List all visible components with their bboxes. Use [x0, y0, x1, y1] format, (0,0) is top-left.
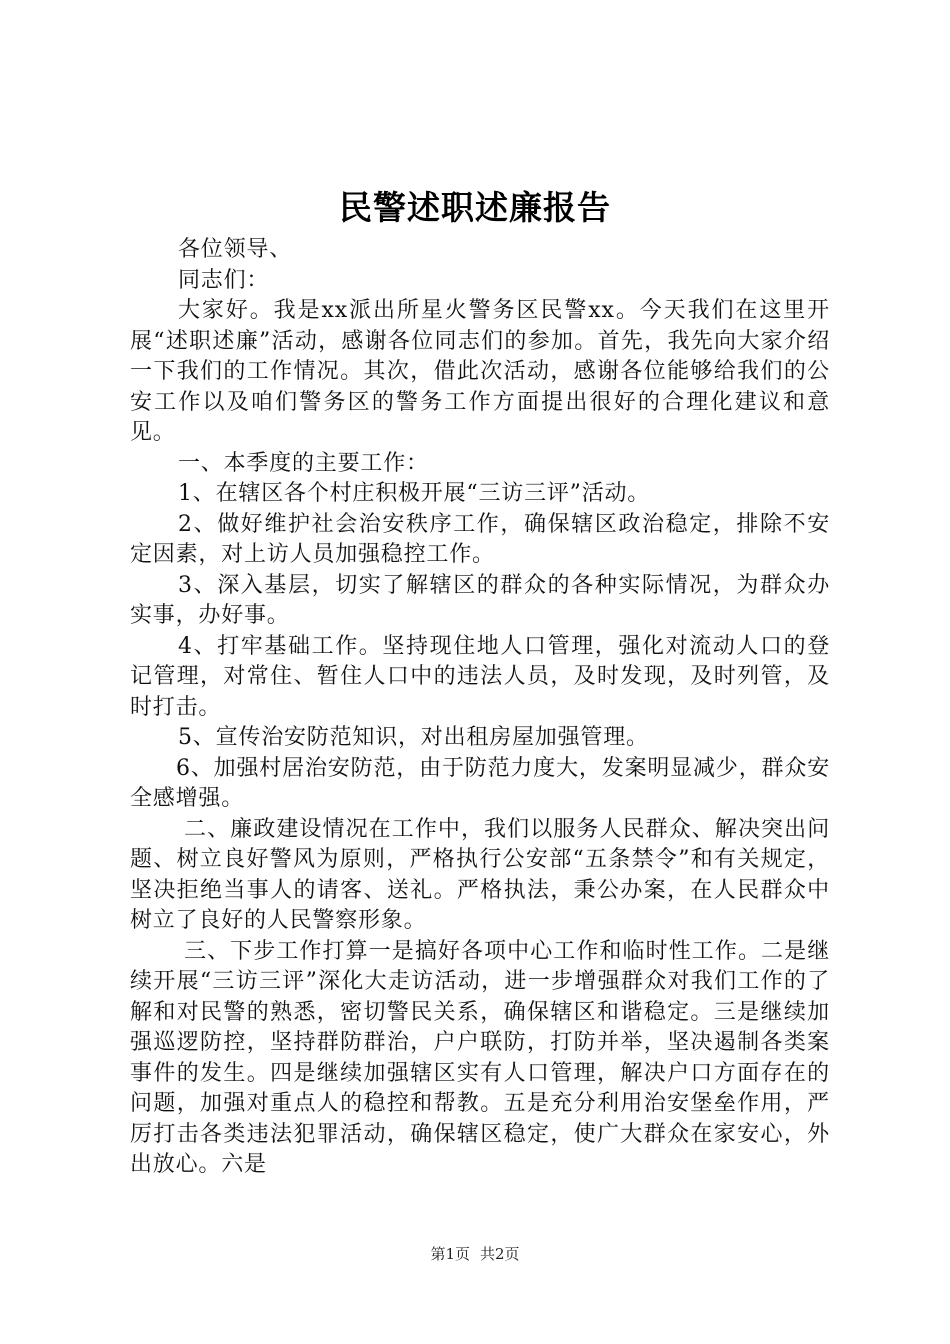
page-footer: [0, 1244, 950, 1264]
work-item-1: 1、在辖区各个村庄积极开展“三访三评”活动。: [178, 481, 651, 506]
salutation-leaders: 各位领导、: [178, 237, 293, 262]
section-integrity: 二、廉政建设情况在工作中，我们以服务人民群众、解决突出问题、树立良好警风为原则，严格执行公安部“五条禁令”和有关规定，坚决拒绝当事人的请客、送礼。严格执法，秉公办案，在人民群众中树立了良好的人民警察形象。: [130, 816, 830, 933]
document-body: [130, 235, 830, 1181]
work-item-6: 6、加强村居治安防范，由于防范力度大，发案明显减少，群众安全感增强。: [130, 755, 830, 811]
section-next-steps: 三、下步工作打算一是搞好各项中心工作和临时性工作。二是继续开展“三访三评”深化大走访活动，进一步增强群众对我们工作的了解和对民警的熟悉，密切警民关系，确保辖区和谐稳定。三是继续加强巡逻防控，坚持群防群治，户户联防，打防并举，坚决遏制各类案事件的发生。四是继续加强辖区实有人口管理，解决户口方面存在的问题，加强对重点人的稳控和帮教。五是充分利用治安堡垒作用，严厉打击各类违法犯罪活动，确保辖区稳定，使广大群众在家安心，外出放心。六是: [130, 938, 830, 1177]
document-title: 民警述职述廉报告: [339, 188, 611, 227]
page-total: 共2页: [480, 1245, 520, 1263]
work-item-2: 2、做好维护社会治安秩序工作，确保辖区政治稳定，排除不安定因素，对上访人员加强稳控工作。: [130, 511, 830, 567]
work-item-4: 4、打牢基础工作。坚持现住地人口管理，强化对流动人口的登记管理，对常住、暂住人口中的违法人员，及时发现，及时列管，及时打击。: [130, 633, 830, 720]
section-heading-main-work: 一、本季度的主要工作：: [178, 450, 429, 476]
work-item-3: 3、深入基层，切实了解辖区的群众的各种实际情况，为群众办实事，办好事。: [130, 572, 830, 628]
page-number: 第1页: [430, 1245, 470, 1263]
paragraph-intro: 大家好。我是xx派出所星火警务区民警xx。今天我们在这里开展“述职述廉”活动，感谢各位同志们的参加。首先，我先向大家介绍一下我们的工作情况。其次，借此次活动，感谢各位能够给我们的公安工作以及咱们警务区的警务工作方面提出很好的合理化建议和意见。: [130, 298, 830, 445]
work-item-5: 5、宣传治安防范知识，对出租房屋加强管理。: [178, 725, 649, 750]
salutation-comrades: 同志们：: [178, 267, 270, 293]
